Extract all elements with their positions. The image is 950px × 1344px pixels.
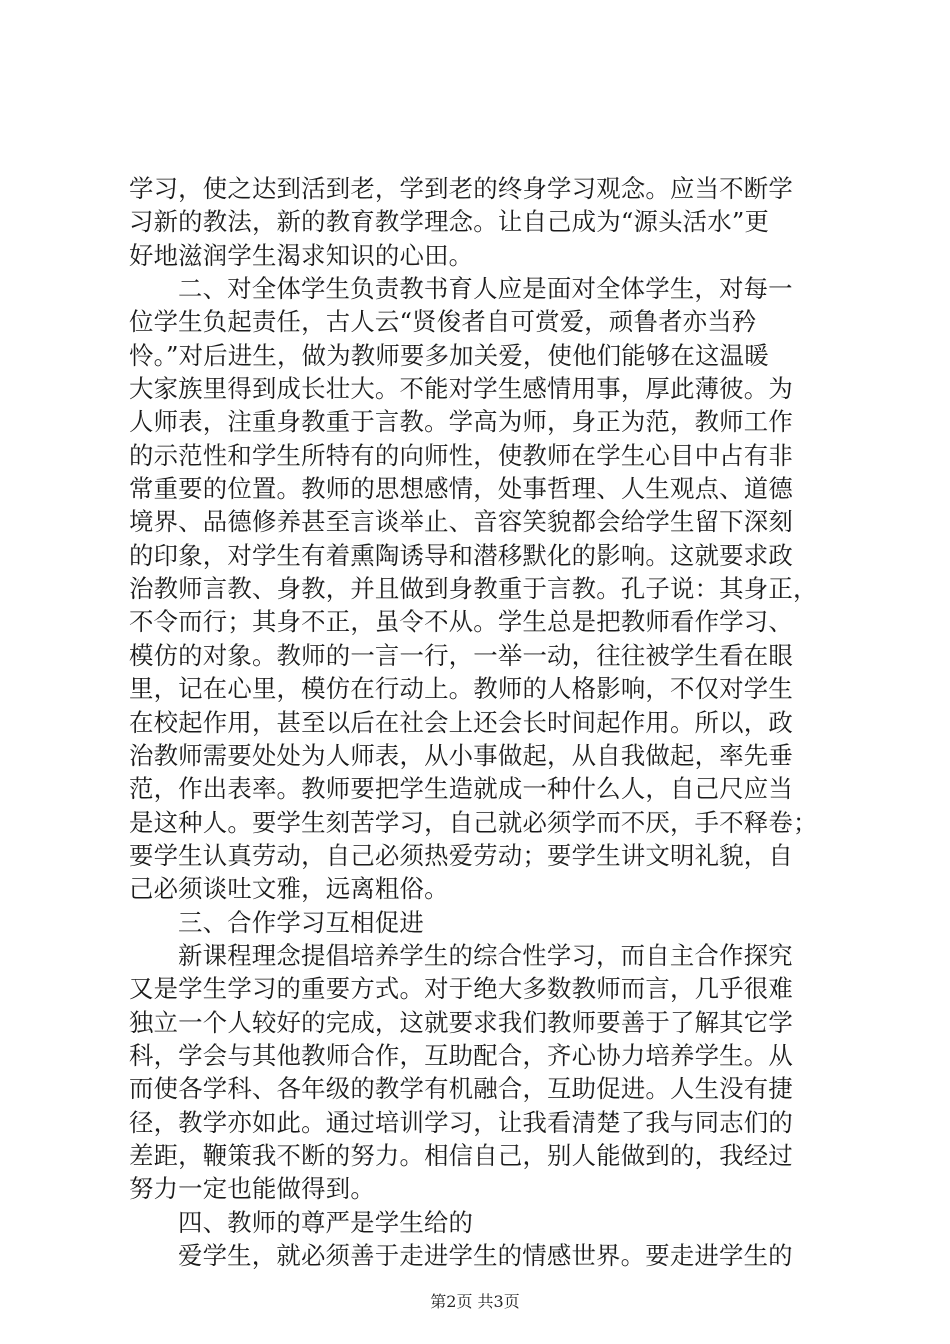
text-line: 努力一定也能做得到。 (129, 1174, 375, 1204)
text-line: 又是学生学习的重要方式。对于绝大多数教师而言，几乎很难 (129, 974, 793, 1004)
text-line: 差距，鞭策我不断的努力。相信自己，别人能做到的，我经过 (129, 1140, 793, 1170)
text-line: 人师表，注重身教重于言教。学高为师，身正为范，教师工作 (129, 407, 793, 437)
text-line: 习新的教法，新的教育教学理念。让自己成为“源头活水”更 (129, 207, 770, 237)
section-heading-3: 三、合作学习互相促进 (178, 907, 424, 937)
text-line: 治教师需要处处为人师表，从小事做起，从自我做起，率先垂 (129, 740, 793, 770)
text-line: 里，记在心里，模仿在行动上。教师的人格影响，不仅对学生 (129, 674, 793, 704)
page-footer (0, 1289, 950, 1312)
text-line: 独立一个人较好的完成，这就要求我们教师要善于了解其它学 (129, 1007, 793, 1037)
text-line: 位学生负起责任，古人云“贤俊者自可赏爱，顽鲁者亦当矜 (129, 307, 757, 337)
text-line: 要学生认真劳动，自己必须热爱劳动；要学生讲文明礼貌，自 (129, 840, 793, 870)
text-line: 是这种人。要学生刻苦学习，自己就必须学而不厌，手不释卷； (129, 807, 818, 837)
text-line: 境界、品德修养甚至言谈举止、音容笑貌都会给学生留下深刻 (129, 507, 793, 537)
text-line: 在校起作用，甚至以后在社会上还会长时间起作用。所以，政 (129, 707, 793, 737)
text-line: 己必须谈吐文雅，远离粗俗。 (129, 874, 449, 904)
text-line: 怜。”对后进生，做为教师要多加关爱，使他们能够在这温暖 (129, 340, 769, 370)
text-line: 好地滋润学生渴求知识的心田。 (129, 240, 474, 270)
paragraph-start: 新课程理念提倡培养学生的综合性学习，而自主合作探究 (178, 940, 793, 970)
text-line: 学习，使之达到活到老，学到老的终身学习观念。应当不断学 (129, 174, 793, 203)
text-line: 治教师言教、身教，并且做到身教重于言教。孔子说：其身正， (129, 574, 818, 604)
text-line: 科，学会与其他教师合作，互助配合，齐心协力培养学生。从 (129, 1040, 793, 1070)
text-line: 模仿的对象。教师的一言一行，一举一动，往往被学生看在眼 (129, 640, 793, 670)
text-line: 范，作出表率。教师要把学生造就成一种什么人，自己尺应当 (129, 774, 793, 804)
section-heading-4: 四、教师的尊严是学生给的 (178, 1207, 474, 1237)
section-heading-2: 二、对全体学生负责教书育人应是面对全体学生，对每一 (178, 274, 793, 304)
text-line: 而使各学科、各年级的教学有机融合，互助促进。人生没有捷 (129, 1074, 793, 1104)
text-line: 径，教学亦如此。通过培训学习，让我看清楚了我与同志们的 (129, 1107, 793, 1137)
paragraph-start: 爱学生，就必须善于走进学生的情感世界。要走进学生的 (178, 1241, 793, 1270)
text-line: 常重要的位置。教师的思想感情，处事哲理、人生观点、道德 (129, 474, 793, 504)
text-line: 大家族里得到成长壮大。不能对学生感情用事，厚此薄彼。为 (129, 374, 793, 404)
page-number: 第2页 共3页 (430, 1292, 520, 1311)
text-line: 的示范性和学生所特有的向师性，使教师在学生心目中占有非 (129, 440, 793, 470)
text-line: 不令而行；其身不正，虽令不从。学生总是把教师看作学习、 (129, 607, 793, 637)
body-text (129, 172, 829, 1272)
text-line: 的印象，对学生有着熏陶诱导和潜移默化的影响。这就要求政 (129, 540, 793, 570)
